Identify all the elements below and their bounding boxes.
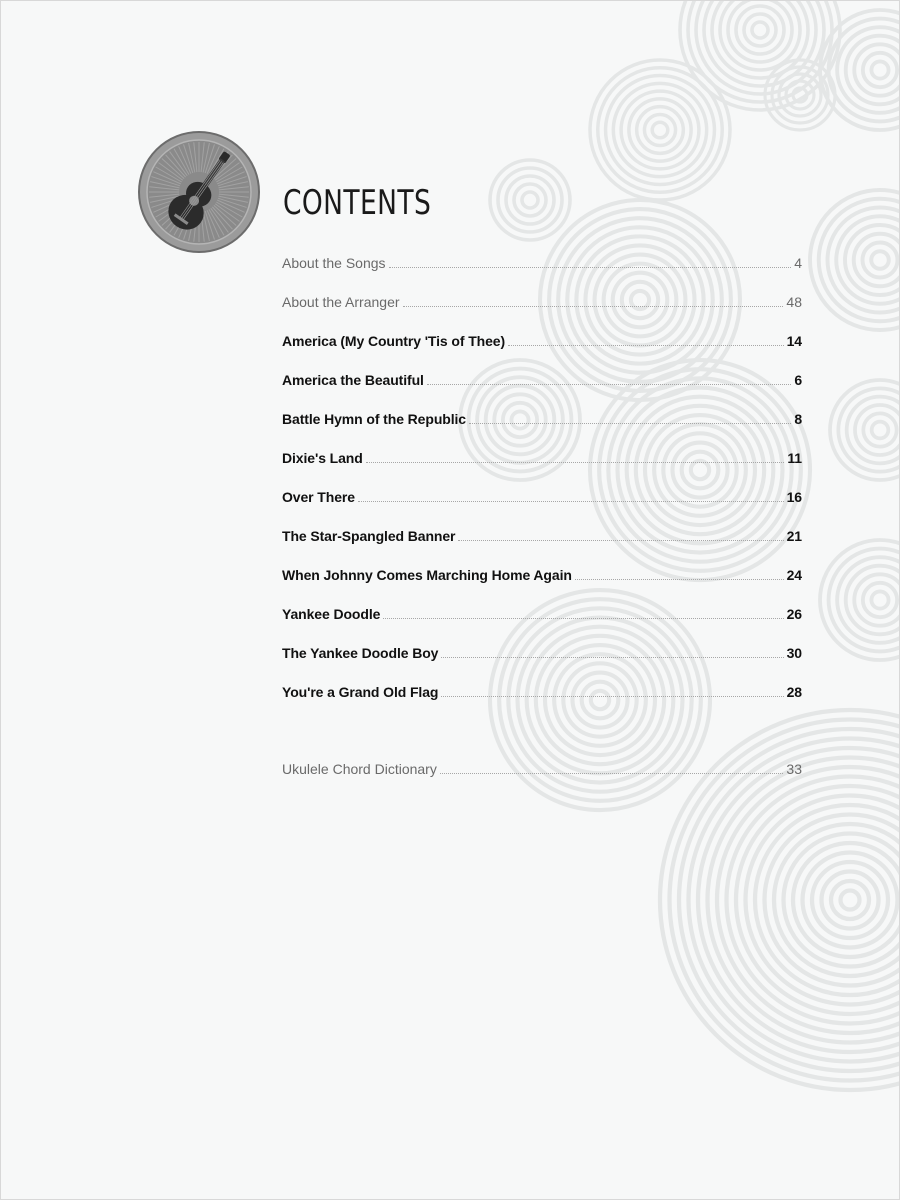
decorative-ring bbox=[652, 122, 668, 138]
toc-entry[interactable] bbox=[282, 428, 802, 467]
dot-leader bbox=[403, 306, 784, 307]
toc-entry-page: 28 bbox=[786, 684, 802, 700]
toc-entry-page: 26 bbox=[786, 606, 802, 622]
decorative-ring bbox=[863, 243, 898, 278]
decorative-ring bbox=[863, 413, 896, 446]
decorative-ring bbox=[621, 91, 699, 169]
decorative-ring bbox=[598, 68, 722, 192]
toc-entry-title: About the Arranger bbox=[282, 294, 400, 310]
table-of-contents-appendix bbox=[282, 739, 802, 778]
toc-entry-page: 30 bbox=[786, 645, 802, 661]
dot-leader bbox=[441, 696, 783, 697]
dot-leader bbox=[427, 384, 791, 385]
toc-entry-page: 8 bbox=[794, 411, 802, 427]
decorative-ring bbox=[744, 14, 776, 46]
toc-entry-page: 33 bbox=[786, 761, 802, 777]
toc-entry-title: America the Beautiful bbox=[282, 372, 424, 388]
toc-entry-title: Battle Hymn of the Republic bbox=[282, 411, 466, 427]
toc-entry[interactable] bbox=[282, 233, 802, 272]
decorative-ring bbox=[803, 853, 898, 948]
table-of-contents bbox=[282, 233, 802, 701]
toc-entry-title: Yankee Doodle bbox=[282, 606, 381, 622]
toc-entry[interactable] bbox=[282, 739, 802, 778]
toc-entry[interactable] bbox=[282, 389, 802, 428]
toc-entry-page: 24 bbox=[786, 567, 802, 583]
decorative-ring bbox=[872, 422, 889, 439]
toc-entry[interactable] bbox=[282, 506, 802, 545]
toc-entry-page: 14 bbox=[786, 333, 802, 349]
decorative-ring bbox=[841, 891, 860, 910]
toc-entry-title: About the Songs bbox=[282, 255, 386, 271]
toc-entry[interactable] bbox=[282, 584, 802, 623]
toc-entry[interactable] bbox=[282, 662, 802, 701]
decorative-ring bbox=[522, 192, 538, 208]
dot-leader bbox=[358, 501, 784, 502]
decorative-ring bbox=[644, 114, 675, 145]
dot-leader bbox=[366, 462, 785, 463]
toc-entry-title: Dixie's Land bbox=[282, 450, 363, 466]
decorative-ring bbox=[752, 22, 768, 38]
toc-entry[interactable] bbox=[282, 623, 802, 662]
toc-entry-title: The Star-Spangled Banner bbox=[282, 528, 456, 544]
decorative-ring bbox=[720, 0, 800, 70]
toc-entry[interactable] bbox=[282, 467, 802, 506]
decorative-ring bbox=[863, 583, 897, 617]
dot-leader bbox=[440, 773, 784, 774]
ukulele-badge bbox=[137, 130, 261, 254]
dot-leader bbox=[458, 540, 783, 541]
page-title: CONTENTS bbox=[283, 183, 432, 223]
toc-entry-title: The Yankee Doodle Boy bbox=[282, 645, 439, 661]
decorative-ring bbox=[490, 160, 570, 240]
toc-entry-page: 21 bbox=[786, 528, 802, 544]
toc-entry-title: Over There bbox=[282, 489, 355, 505]
toc-entry-page: 4 bbox=[794, 255, 802, 271]
toc-entry-page: 6 bbox=[794, 372, 802, 388]
dot-leader bbox=[383, 618, 783, 619]
decorative-ring bbox=[863, 53, 897, 87]
decorative-ring bbox=[831, 881, 869, 919]
toc-entry-title: You're a Grand Old Flag bbox=[282, 684, 439, 700]
toc-entry[interactable] bbox=[282, 545, 802, 584]
toc-entry[interactable] bbox=[282, 272, 802, 311]
toc-entry-title: When Johnny Comes Marching Home Again bbox=[282, 567, 572, 583]
toc-entry[interactable] bbox=[282, 311, 802, 350]
dot-leader bbox=[441, 657, 783, 658]
dot-leader bbox=[508, 345, 784, 346]
decorative-ring bbox=[871, 591, 888, 608]
toc-entry-title: Ukulele Chord Dictionary bbox=[282, 761, 437, 777]
toc-entry-page: 16 bbox=[786, 489, 802, 505]
decorative-ring bbox=[514, 184, 546, 216]
toc-entry-title: America (My Country 'Tis of Thee) bbox=[282, 333, 506, 349]
dot-leader bbox=[389, 267, 792, 268]
dot-leader bbox=[575, 579, 784, 580]
toc-entry-page: 11 bbox=[787, 450, 802, 466]
decorative-ring bbox=[871, 251, 889, 269]
toc-entry[interactable] bbox=[282, 350, 802, 389]
dot-leader bbox=[469, 423, 791, 424]
decorative-ring bbox=[871, 61, 888, 78]
toc-entry-page: 48 bbox=[786, 294, 802, 310]
decorative-ring bbox=[590, 60, 730, 200]
